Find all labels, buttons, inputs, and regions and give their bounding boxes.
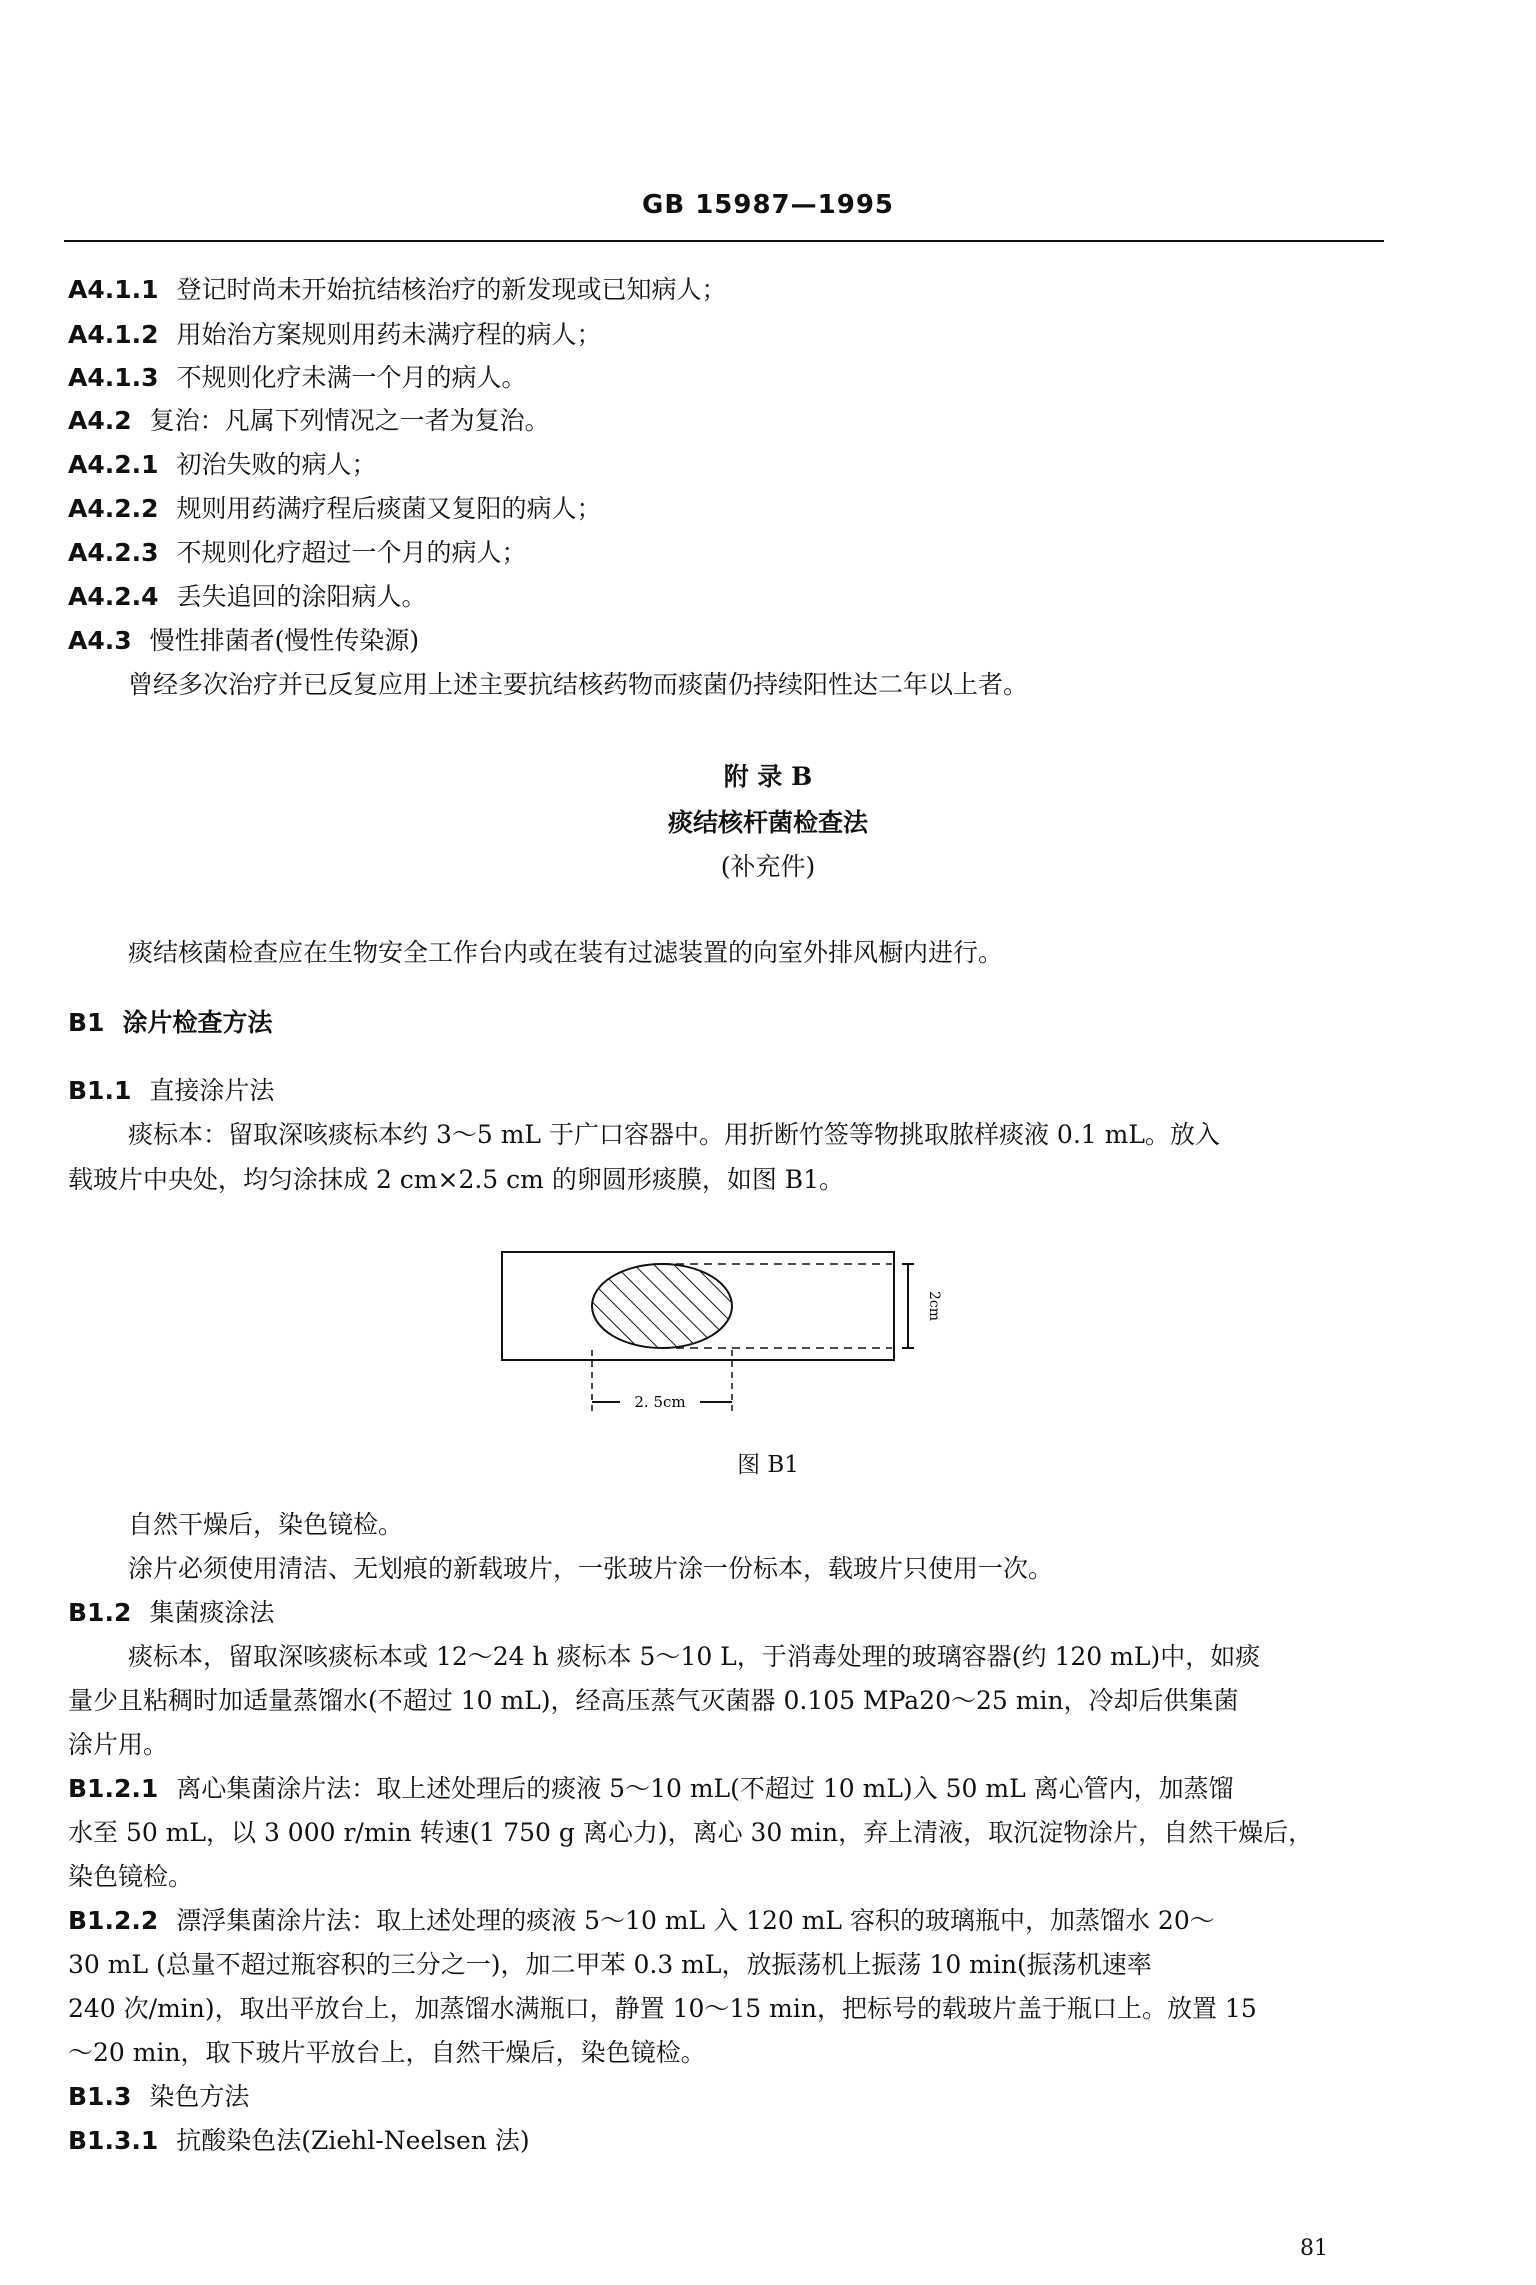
b1-1-slide-note: 涂片必须使用清洁、无划痕的新载玻片，一张玻片涂一份标本，载玻片只使用一次。 bbox=[128, 1554, 1054, 1583]
b1-2-2-line-2: 30 mL (总量不超过瓶容积的三分之一)，加二甲苯 0.3 mL，放振荡机上振荡 10 min(振荡机速率 bbox=[68, 1950, 1152, 1979]
item-a4-1-1 bbox=[68, 275, 727, 305]
section-title: 直接涂片法 bbox=[149, 1076, 275, 1105]
b1-1-paragraph-line-1: 痰标本：留取深咳痰标本约 3～5 mL 于广口容器中。用折断竹签等物挑取脓样痰液 0.1 mL。放入 bbox=[128, 1120, 1220, 1149]
b1-1-dry-stain: 自然干燥后，染色镜检。 bbox=[128, 1510, 404, 1539]
item-text: 丢失追回的涂阳病人。 bbox=[176, 582, 427, 611]
b1-1-paragraph-line-2: 载玻片中央处，均匀涂抹成 2 cm×2.5 cm 的卵圆形痰膜，如图 B1。 bbox=[68, 1165, 845, 1194]
section-number: B1.2.1 bbox=[68, 1774, 159, 1803]
item-a4-2 bbox=[68, 406, 550, 436]
appendix-label: 附 录 B bbox=[723, 762, 813, 791]
b1-2-line-3: 涂片用。 bbox=[68, 1730, 169, 1759]
item-text: 不规则化疗未满一个月的病人。 bbox=[176, 363, 527, 392]
sputum-smear bbox=[592, 1264, 732, 1348]
figure-caption: 图 B1 bbox=[737, 1452, 799, 1478]
item-number: A4.2.3 bbox=[68, 538, 159, 567]
height-label: 2cm bbox=[926, 1290, 942, 1322]
b1-2-line-2: 量少且粘稠时加适量蒸馏水(不超过 10 mL)，经高压蒸气灭菌器 0.105 MPa20～25 min，冷却后供集菌 bbox=[68, 1686, 1239, 1715]
page-number: 81 bbox=[1300, 2236, 1328, 2261]
section-b1-3-1 bbox=[68, 2126, 530, 2156]
intro-paragraph: 痰结核菌检查应在生物安全工作台内或在装有过滤装置的向室外排风橱内进行。 bbox=[128, 938, 1004, 967]
item-a4-1-2 bbox=[68, 320, 602, 350]
b1-2-1-line-3: 染色镜检。 bbox=[68, 1862, 194, 1891]
section-b1 bbox=[68, 1008, 272, 1038]
item-text: 复治：凡属下列情况之一者为复治。 bbox=[149, 406, 550, 435]
item-a4-1-3 bbox=[68, 363, 527, 393]
section-b1-1 bbox=[68, 1076, 274, 1106]
section-number: B1.1 bbox=[68, 1076, 132, 1105]
section-b1-2 bbox=[68, 1598, 274, 1628]
item-number: A4.2.1 bbox=[68, 450, 159, 479]
b1-2-2-line-1: 漂浮集菌涂片法：取上述处理的痰液 5～10 mL 入 120 mL 容积的玻璃瓶中，加蒸馏水 20～ bbox=[176, 1906, 1215, 1935]
figure-b1 bbox=[500, 1250, 1000, 1420]
item-text: 慢性排菌者(慢性传染源) bbox=[149, 626, 420, 655]
b1-2-1-line-1: 离心集菌涂片法：取上述处理后的痰液 5～10 mL(不超过 10 mL)入 50 mL 离心管内，加蒸馏 bbox=[176, 1774, 1234, 1803]
item-number: A4.1.2 bbox=[68, 320, 159, 349]
section-title: 涂片检查方法 bbox=[122, 1008, 273, 1037]
a4-3-body: 曾经多次治疗并已反复应用上述主要抗结核药物而痰菌仍持续阳性达二年以上者。 bbox=[128, 670, 1029, 699]
item-text: 登记时尚未开始抗结核治疗的新发现或已知病人； bbox=[176, 275, 727, 304]
item-text: 初治失败的病人； bbox=[176, 450, 377, 479]
b1-2-2-line-3: 240 次/min)，取出平放台上，加蒸馏水满瓶口，静置 10～15 min，把标号的载玻片盖于瓶口上。放置 15 bbox=[68, 1994, 1257, 2023]
item-number: A4.2 bbox=[68, 406, 132, 435]
section-number: B1.3.1 bbox=[68, 2126, 159, 2155]
b1-2-2-line-4: ～20 min，取下玻片平放台上，自然干燥后，染色镜检。 bbox=[68, 2038, 706, 2067]
item-number: A4.2.2 bbox=[68, 494, 159, 523]
item-a4-2-2 bbox=[68, 494, 602, 524]
section-title: 染色方法 bbox=[149, 2082, 250, 2111]
item-text: 不规则化疗超过一个月的病人； bbox=[176, 538, 527, 567]
section-title: 抗酸染色法(Ziehl-Neelsen 法) bbox=[176, 2126, 530, 2155]
section-number: B1 bbox=[68, 1008, 105, 1037]
item-text: 规则用药满疗程后痰菌又复阳的病人； bbox=[176, 494, 602, 523]
section-b1-2-2 bbox=[68, 1906, 1215, 1936]
b1-2-line-1: 痰标本，留取深咳痰标本或 12～24 h 痰标本 5～10 L，于消毒处理的玻璃容器(约 120 mL)中，如痰 bbox=[128, 1642, 1261, 1671]
appendix-title: 痰结核杆菌检查法 bbox=[667, 808, 868, 837]
document-code-header: GB 15987—1995 bbox=[641, 190, 895, 220]
item-text: 用始治方案规则用药未满疗程的病人； bbox=[176, 320, 602, 349]
item-a4-2-1 bbox=[68, 450, 377, 480]
item-number: A4.1.1 bbox=[68, 275, 159, 304]
item-number: A4.2.4 bbox=[68, 582, 159, 611]
section-b1-3 bbox=[68, 2082, 249, 2112]
appendix-subtitle: (补充件) bbox=[720, 852, 816, 881]
header-rule bbox=[64, 240, 1384, 242]
width-label: 2. 5cm bbox=[634, 1393, 686, 1411]
section-number: B1.2 bbox=[68, 1598, 132, 1627]
item-a4-2-3 bbox=[68, 538, 527, 568]
section-number: B1.2.2 bbox=[68, 1906, 159, 1935]
item-number: A4.1.3 bbox=[68, 363, 159, 392]
section-b1-2-1 bbox=[68, 1774, 1234, 1804]
section-number: B1.3 bbox=[68, 2082, 132, 2111]
item-a4-3 bbox=[68, 626, 419, 656]
item-a4-2-4 bbox=[68, 582, 427, 612]
b1-2-1-line-2: 水至 50 mL，以 3 000 r/min 转速(1 750 g 离心力)，离心 30 min，弃上清液，取沉淀物涂片，自然干燥后， bbox=[68, 1818, 1314, 1847]
item-number: A4.3 bbox=[68, 626, 132, 655]
section-title: 集菌痰涂法 bbox=[149, 1598, 275, 1627]
